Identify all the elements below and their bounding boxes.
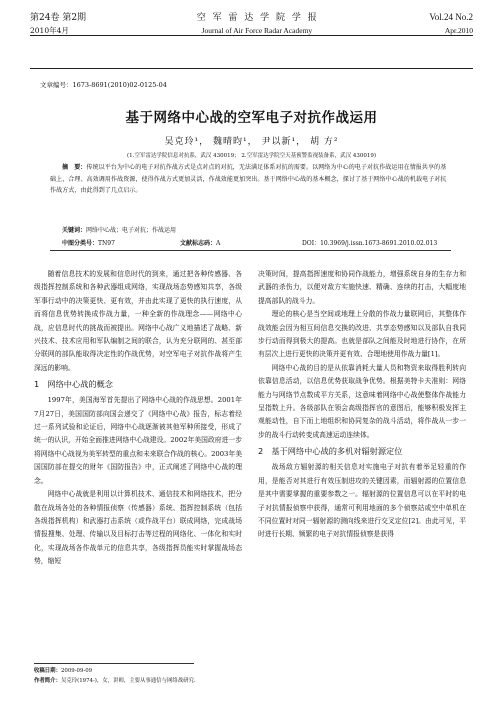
affiliation: (1.空军雷达学院信息对抗系，武汉 430019； 2.空军雷达学院空天基预警监视装备系，武汉 430019) — [126, 153, 377, 159]
abstract-text: 传统以平台为中心的电子对抗作战方式是点对点的对抗，无法满足体系对抗的需要。以网络为中心的电子对抗作战运用在情报共享的基础上，合理、高效调用作战资源，使得作战方式更加灵活，作战效能更加突出。基于网络中心战的基本概念，探讨了基于网络中心战的机载电子对抗作战方式，由此得到了几点启示。 — [50, 164, 447, 194]
clc-value: TN97 — [98, 240, 115, 247]
issue-label: 第24卷 第2期 — [30, 13, 87, 23]
article-number: 文章编号：1673-8691(2010)02-0125-04 — [40, 81, 167, 89]
received-date — [34, 666, 196, 676]
section-1-paragraph-1: 1997年，美国海军首先提出了网络中心战的作战思想。2001年7月27日，美国国防部向国会递交了《网络中心战》报告，标志着经过一系列试验和论证后，网络中心战逐渐被其他军种所接受，形成了统一的认识，开始全面推进网络中心战建设。2002年美国政府进一步将网络中心战视为美军转型的重点和未来联合作战的核心。2003年美国国防部在提交的财年《国防报告》中，正式阐述了网络中心战的理念。 — [34, 396, 242, 485]
continued-paragraph: 决策时间，提高指挥速度和协同作战能力，增强系统自身的生存力和武器的杀伤力，以便对敌方实施快速、精确、连续的打击，大幅度地提高部队的战斗力。 — [258, 270, 466, 305]
section-2-paragraph-1: 战场敌方辐射源的相关信息对实施电子对抗有着举足轻重的作用，是能否对其进行有效压制进攻的关键因素，而辐射源的位置信息是其中需要掌握的重要参数之一。辐射源的位置信息可以在平时的电子对抗情报侦察中获得，通常可利用地面的多个侦察站或空中单机在不同位置时对同一辐射源的测向线来进行交叉定位[2]。由此可见，平时进行长期、频繁的电子对抗情报侦察是获得 — [258, 463, 466, 539]
keywords-text: 网络中心战；电子对抗；作战运用 — [86, 227, 177, 234]
abstract-label: 摘 要： — [62, 164, 87, 171]
section-1-heading: 1 网络中心战的概念 — [34, 379, 113, 390]
abstract-rule — [50, 250, 451, 251]
keywords-label: 关键词： — [62, 227, 87, 234]
doc-code-label: 文献标志码： — [180, 240, 217, 247]
date-cn: 2010年4月 — [30, 26, 69, 35]
article-title: 基于网络中心战的空军电子对抗作战运用 — [125, 110, 378, 126]
footnotes — [34, 666, 196, 686]
received-value: 2009-09-09 — [60, 668, 93, 674]
date-en: Apr.2010 — [444, 26, 473, 35]
right-column — [258, 268, 466, 542]
journal-name-en: Journal of Air Force Radar Academy — [201, 26, 313, 35]
header-rule-thin — [30, 35, 473, 36]
intro-paragraph: 随着信息技术的发展和信息时代的到来，通过把各种传感器、各级指挥控制系统和各种武器组成网络，实现战场态势感知共享，各级军事行动中的决策更快、更有效，并由此实现了更快的执行速度，从而将信息优势转换成作战力量，一种全新的作战理念——网络中心战，应信息时代的挑战而被提出。网络中心战广义地描述了战略、新兴技术、技术应用和军队编制之间的联合，认为充分联网的、甚至部分联网的部队能取得决定性的作战优势，对空军电子对抗作战将产生深远的影响。 — [34, 270, 242, 372]
keywords — [62, 225, 176, 234]
clc-label: 中图分类号： — [62, 240, 99, 247]
author-bio — [34, 676, 196, 686]
doc-code-value: A — [216, 240, 221, 247]
volume-label: Vol.24 No.2 — [429, 12, 473, 22]
classification-line — [62, 238, 452, 247]
section-2-heading: 2 基于网络中心战的多机对辐射源定位 — [258, 446, 403, 457]
left-column — [34, 268, 242, 569]
section-1-paragraph-3: 理论的核心是当空间或地理上分散的作战力量联网后，其整体作战效能会因为相互间信息交换的改进、共享态势感知以及部队自我同步行动而得到极大的提高。也就是部队之间能及时地进行协作，在所有层次上进行更快的决策并更有效、合理地使用作战力量[1]。 — [258, 310, 466, 359]
section-1-paragraph-4: 网络中心战的目的是从依靠消耗大量人员和物资来取得胜利转向依靠信息活动，以信息优势获取战争优势。根据美特卡夫准则：网络能力与网络节点数成平方关系，这意味着网络中心战使整体作战能力呈指数上升。各级部队在领会高级指挥官的意图后，能够积极发挥主观能动性，自下而上地组织和协同复杂的战斗活动，将作战从一步一步的战斗行动转变成高速运动连续体。 — [258, 363, 466, 439]
doi: DOI：10.3969/j.issn.1673-8691.2010.02.013 — [302, 240, 438, 247]
author-list: 吴克玲¹， 魏晴昀¹， 尹以新¹， 胡 方² — [164, 137, 339, 147]
author-bio-text: 吴克玲(1974-)，女，讲师，主要从事通信与网络战研究. — [60, 678, 196, 684]
received-label: 收稿日期： — [34, 668, 61, 674]
journal-name-cn: 空 军 雷 达 学 院 学 报 — [196, 13, 319, 23]
author-bio-label: 作者简介： — [34, 678, 61, 684]
abstract — [50, 162, 451, 197]
header-rule-thick — [30, 68, 473, 69]
running-header — [30, 10, 473, 50]
footnote-rule — [34, 663, 194, 664]
section-1-paragraph-2: 网络中心战就是利用以计算机技术、通信技术和网络技术，把分散在战场各处的各种情报侦察（传感器）系统、指挥控制系统（包括各级指挥机构）和武器打击系统（或作战平台）联成网络，完成战场情报搜集、处理、传输以及目标打击等过程的网络化、一体化和实时化，实现战场各作战单元的信息共享，各级指挥员能实时掌握战场态势，缩短 — [34, 490, 242, 566]
